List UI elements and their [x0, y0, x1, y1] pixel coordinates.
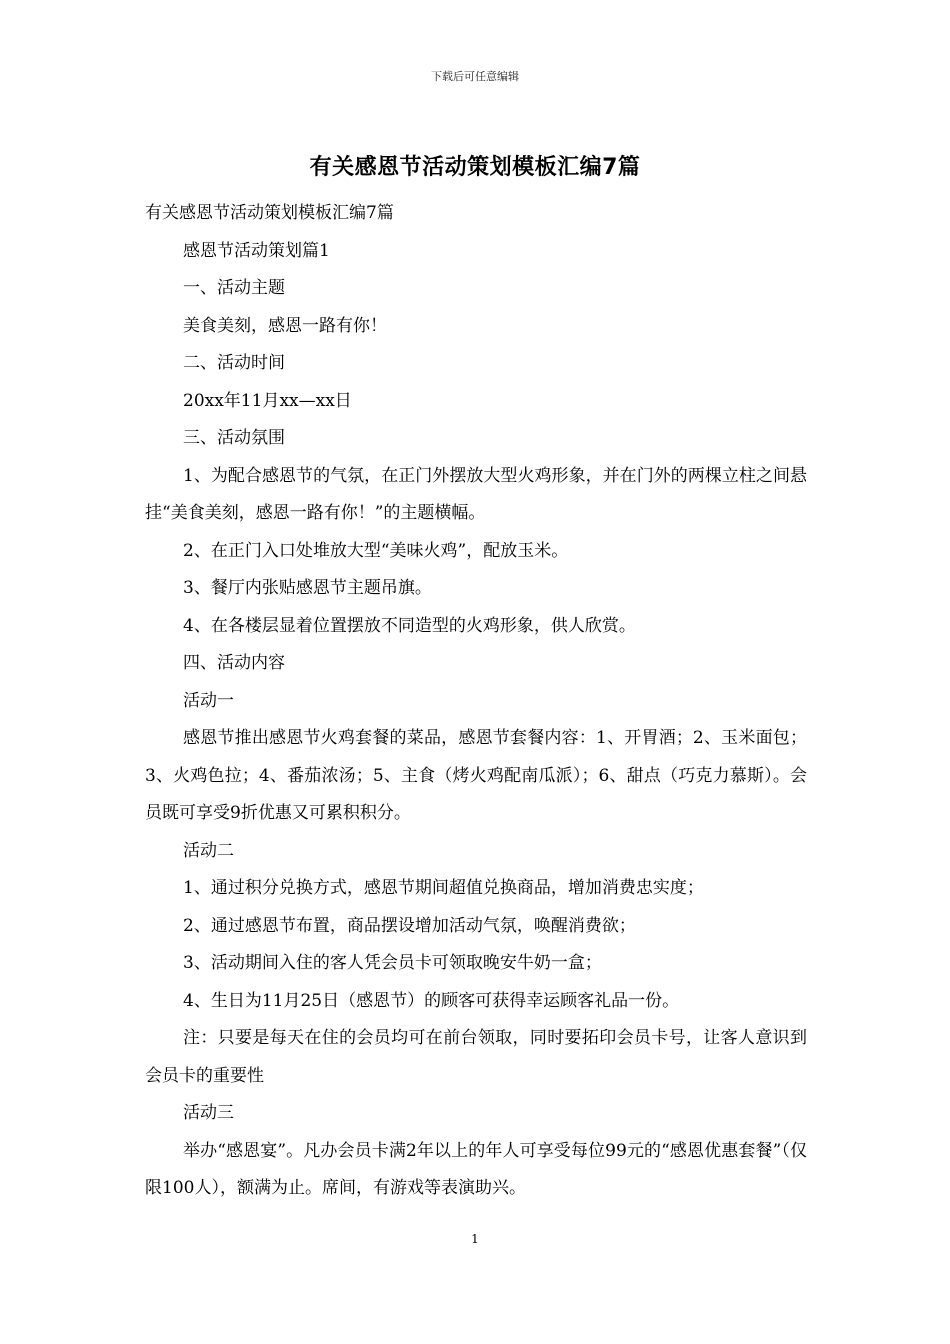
list-item: 3、餐厅内张贴感恩节主题吊旗。: [183, 578, 432, 598]
body-paragraph: 感恩节推出感恩节火鸡套餐的菜品，感恩节套餐内容：1、开胃酒；2、玉米面包；3、火鸡色拉；4、番茄浓汤；5、主食（烤火鸡配南瓜派）；6、甜点（巧克力慕斯）。会员既可享受9折优惠又可累积积分。: [145, 728, 807, 823]
section-heading: 四、活动内容: [183, 653, 285, 673]
subsection-heading: 活动一: [183, 690, 234, 711]
document-title: 有关感恩节活动策划模板汇编7篇: [309, 155, 641, 180]
header-note: 下载后可任意编辑: [431, 70, 519, 83]
note-paragraph: 注：只要是每天在住的会员均可在前台领取，同时要拓印会员卡号，让客人意识到会员卡的重要性: [145, 1028, 807, 1086]
section-heading: 三、活动氛围: [183, 428, 285, 448]
subsection-heading: 活动三: [183, 1103, 234, 1123]
list-item: 4、生日为11月25日（感恩节）的顾客可获得幸运顾客礼品一份。: [183, 990, 680, 1011]
section-heading: 二、活动时间: [183, 353, 285, 373]
page-number: 1: [471, 1232, 479, 1246]
list-item: 1、通过积分兑换方式，感恩节期间超值兑换商品，增加消费忠实度；: [183, 878, 704, 898]
body-paragraph: 有关感恩节活动策划模板汇编7篇: [145, 203, 394, 223]
subsection-heading: 活动二: [183, 840, 234, 861]
body-paragraph: 美食美刻，感恩一路有你！: [183, 315, 387, 336]
section-heading: 一、活动主题: [183, 278, 285, 298]
list-item: 3、活动期间入住的客人凭会员卡可领取晚安牛奶一盒；: [183, 953, 602, 973]
list-item: 4、在各楼层显着位置摆放不同造型的火鸡形象，供人欣赏。: [183, 615, 636, 636]
document-body: [145, 195, 807, 1208]
list-item: 2、通过感恩节布置，商品摆设增加活动气氛，唤醒消费欲；: [183, 915, 636, 936]
section-heading: 感恩节活动策划篇1: [183, 240, 330, 261]
list-item: 1、为配合感恩节的气氛，在正门外摆放大型火鸡形象，并在门外的两棵立柱之间悬挂“美食美刻，感恩一路有你！”的主题横幅。: [145, 465, 807, 523]
body-paragraph: 举办“感恩宴”。凡办会员卡满2年以上的年人可享受每位99元的“感恩优惠套餐”（仅限100人），额满为止。席间，有游戏等表演助兴。: [145, 1140, 807, 1198]
list-item: 2、在正门入口处堆放大型“美味火鸡”，配放玉米。: [183, 540, 569, 561]
body-paragraph: 20xx年11月xx—xx日: [183, 390, 352, 411]
